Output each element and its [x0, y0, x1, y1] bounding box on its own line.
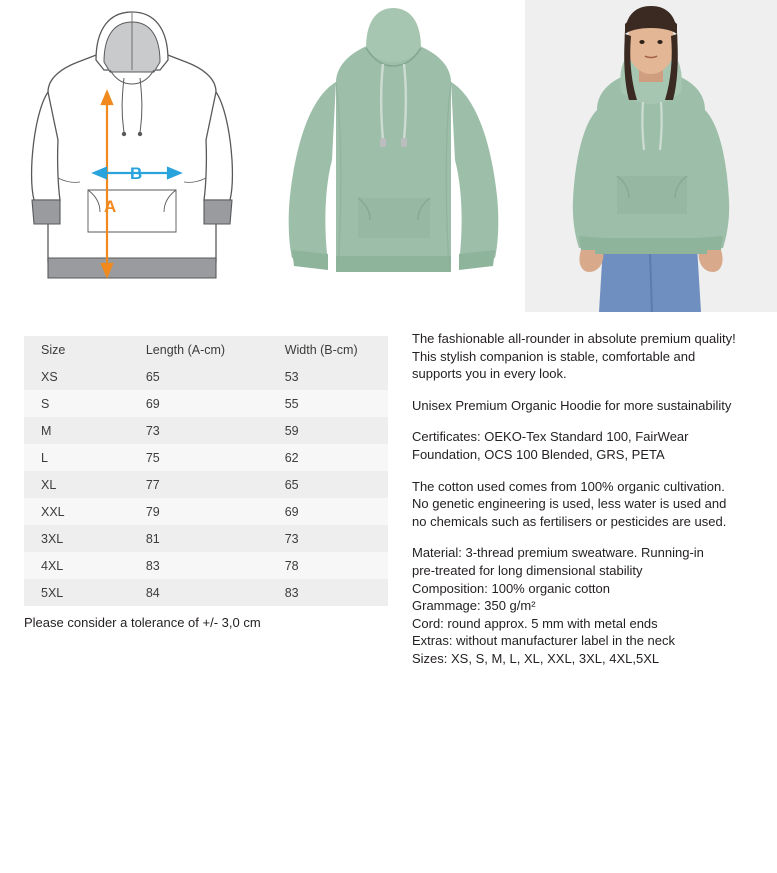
- cell-length: 65: [145, 369, 160, 384]
- table-row: [24, 552, 388, 579]
- description-cotton: The cotton used comes from 100% organic cultivation. No genetic engineering is used, less water is used and no chemicals such as fertilisers or pesticides are used.: [412, 478, 727, 529]
- cell-width: 83: [284, 585, 299, 600]
- cell-size: 3XL: [41, 531, 64, 546]
- cell-length: 69: [145, 396, 160, 411]
- table-row: [24, 390, 388, 417]
- spec-composition: Composition: 100% organic cotton: [412, 580, 611, 596]
- cell-size: S: [41, 396, 50, 411]
- flat-product-panel: [262, 0, 525, 312]
- cell-size: 5XL: [41, 585, 64, 600]
- spec-extras: Extras: without manufacturer label in the neck: [412, 633, 676, 649]
- cell-size: XS: [41, 369, 58, 384]
- technical-drawing-panel: [0, 0, 262, 312]
- spec-material-line1: Material: 3-thread premium sweatware. Running-in: [412, 545, 704, 561]
- cell-width: 62: [284, 450, 299, 465]
- model-photo-image: [525, 0, 777, 312]
- description-subtitle: Unisex Premium Organic Hoodie for more sustainability: [412, 397, 732, 413]
- cell-length: 83: [145, 558, 160, 573]
- cell-size: L: [41, 450, 48, 465]
- cell-length: 79: [145, 504, 160, 519]
- table-header-row: [24, 336, 388, 363]
- cell-size: XXL: [41, 504, 65, 519]
- tolerance-note: Please consider a tolerance of +/- 3,0 cm: [24, 615, 261, 630]
- table-row: [24, 363, 388, 390]
- product-image-row: [0, 0, 777, 312]
- description-intro: The fashionable all-rounder in absolute premium quality! This stylish companion is stable, comfortable and supports you in every look.: [412, 331, 736, 382]
- table-row: [24, 471, 388, 498]
- spec-sizes: Sizes: XS, S, M, L, XL, XXL, 3XL, 4XL,5XL: [412, 650, 660, 666]
- table-row: [24, 444, 388, 471]
- flat-product-image: [262, 0, 525, 312]
- description-certificates: Certificates: OEKO-Tex Standard 100, FairWear Foundation, OCS 100 Blended, GRS, PETA: [412, 429, 689, 462]
- cell-length: 77: [145, 477, 160, 492]
- cell-size: XL: [41, 477, 57, 492]
- cell-length: 73: [145, 423, 160, 438]
- spec-material-line2: pre-treated for long dimensional stability: [412, 562, 643, 578]
- spec-grammage: Grammage: 350 g/m²: [412, 598, 536, 614]
- product-description: [412, 330, 742, 668]
- cell-width: 69: [284, 504, 299, 519]
- technical-drawing-image: [0, 0, 262, 312]
- cell-width: 73: [284, 531, 299, 546]
- table-row: [24, 417, 388, 444]
- cell-width: 78: [284, 558, 299, 573]
- column-header-width: Width (B-cm): [284, 342, 358, 357]
- cell-size: 4XL: [41, 558, 64, 573]
- measure-a-label: A: [104, 197, 117, 216]
- cell-length: 84: [145, 585, 160, 600]
- cell-width: 55: [284, 396, 299, 411]
- cell-size: M: [41, 423, 52, 438]
- table-row: [24, 525, 388, 552]
- column-header-size: Size: [41, 342, 66, 357]
- cell-width: 65: [284, 477, 299, 492]
- cell-width: 59: [284, 423, 299, 438]
- spec-cord: Cord: round approx. 5 mm with metal ends: [412, 615, 658, 631]
- measure-b-label: B: [130, 164, 143, 183]
- model-photo-panel: [525, 0, 777, 312]
- cell-length: 81: [145, 531, 160, 546]
- cell-width: 53: [284, 369, 299, 384]
- cell-length: 75: [145, 450, 160, 465]
- table-row: [24, 579, 388, 606]
- size-chart-table: [24, 336, 388, 606]
- table-row: [24, 498, 388, 525]
- column-header-length: Length (A-cm): [145, 342, 226, 357]
